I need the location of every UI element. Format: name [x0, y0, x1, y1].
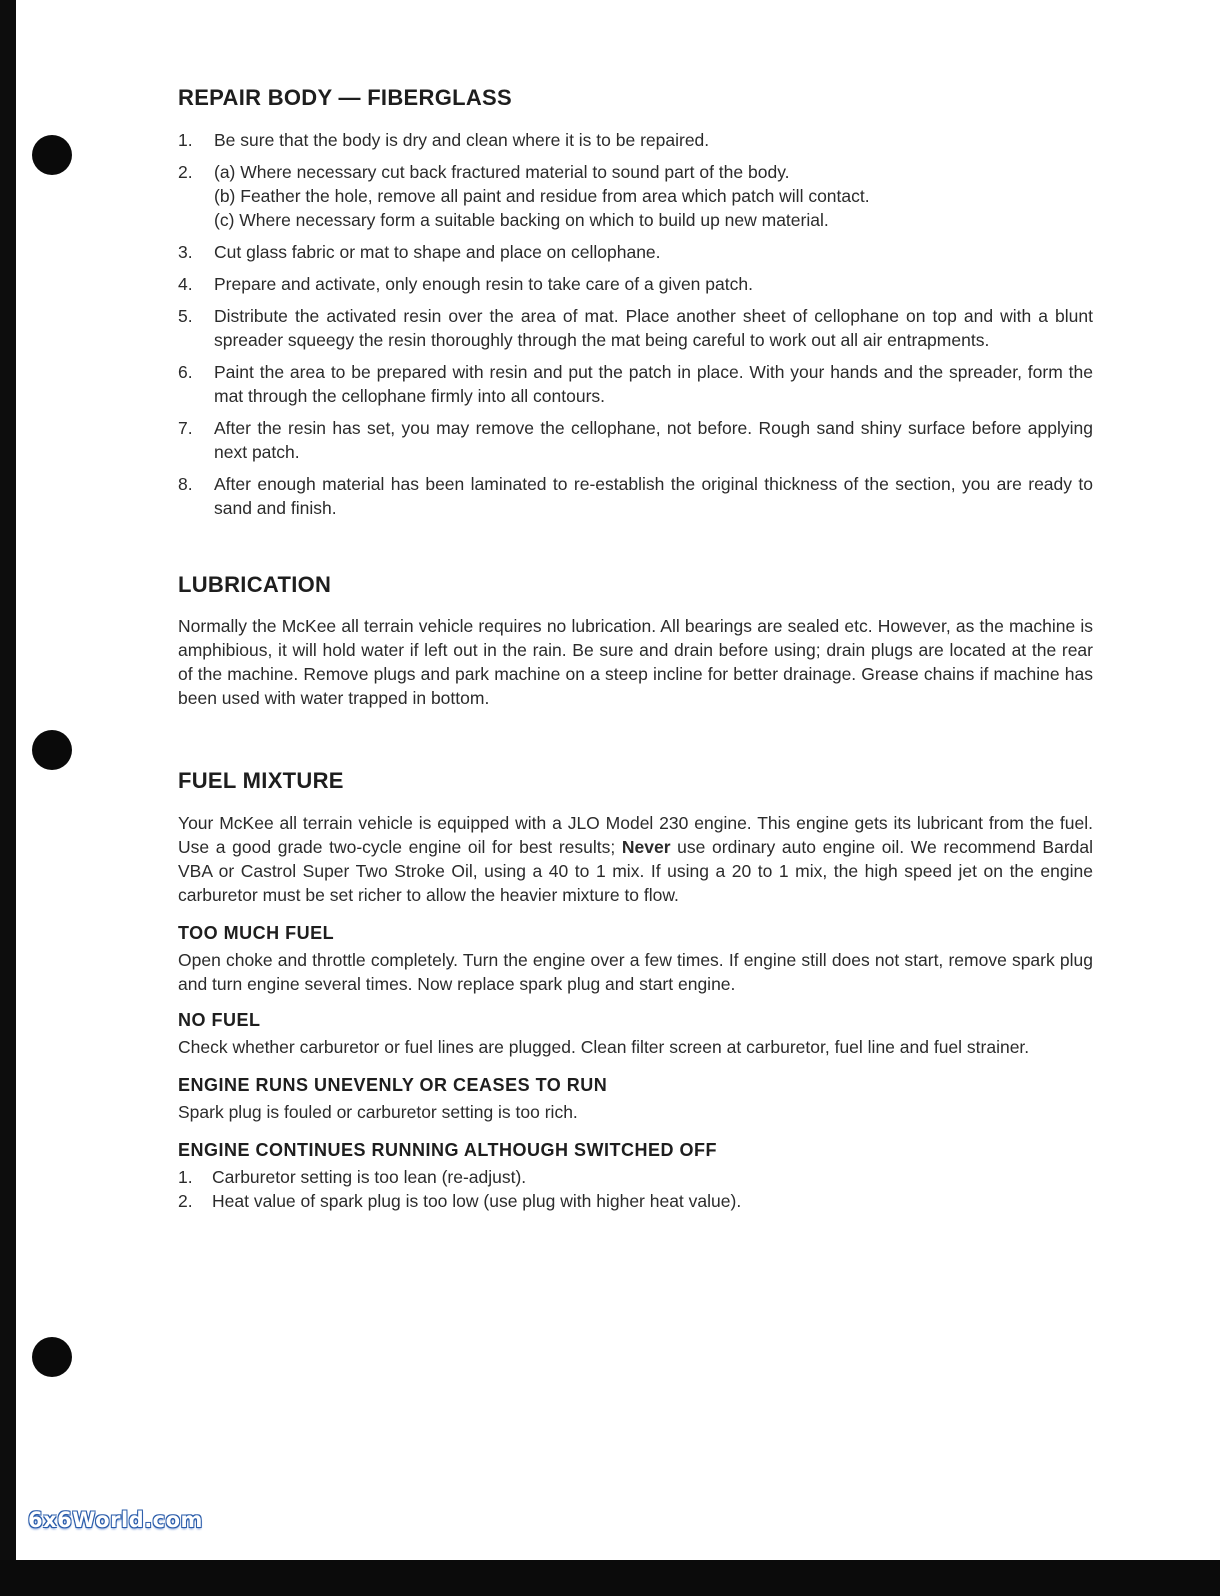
- page-content: [178, 85, 1093, 1213]
- repair-step: [178, 272, 1093, 296]
- no-fuel-text: Check whether carburetor or fuel lines are plugged. Clean filter screen at carburetor, fuel line and fuel strainer.: [178, 1037, 1030, 1057]
- engine-uneven-text: Spark plug is fouled or carburetor setting is too rich.: [178, 1102, 578, 1122]
- fuel-mixture-title: FUEL MIXTURE: [178, 768, 344, 793]
- repair-step: [178, 240, 1093, 264]
- step-number: 6.: [178, 362, 193, 382]
- fuel-mixture-text: [178, 811, 1093, 907]
- punch-hole: [32, 1337, 72, 1377]
- engine-uneven-title: ENGINE RUNS UNEVENLY OR CEASES TO RUN: [178, 1075, 608, 1095]
- lubrication-text: Normally the McKee all terrain vehicle requires no lubrication. All bearings are sealed etc. However, as the machine is amphibious, it will hold water if left out in the rain. Be sure and drain before using; drain plugs are located at the rear of the machine. Remove plugs and park machine on a steep incline for better drainage. Grease chains if machine has been used with water trapped in bottom.: [178, 616, 1093, 708]
- step-subtext: (c) Where necessary form a suitable backing on which to build up new material.: [214, 210, 829, 230]
- repair-step: [178, 160, 1093, 232]
- engine-continues-list: [178, 1165, 1093, 1213]
- repair-steps: [178, 128, 1093, 520]
- scan-bottom-edge: [0, 1560, 1220, 1596]
- step-subtext: (a) Where necessary cut back fractured material to sound part of the body.: [214, 162, 790, 182]
- no-fuel-title: NO FUEL: [178, 1010, 261, 1030]
- list-item: [178, 1165, 1093, 1189]
- site-watermark: 6x6World.com: [28, 1508, 203, 1532]
- scan-left-edge: [0, 0, 16, 1560]
- step-number: 7.: [178, 418, 193, 438]
- step-text: After enough material has been laminated to re-establish the original thickness of the section, you are ready to sand and finish.: [214, 474, 1093, 518]
- step-number: 5.: [178, 306, 193, 326]
- item-number: 2.: [178, 1191, 193, 1211]
- repair-step: [178, 128, 1093, 152]
- fuel-text-emphasis: Never: [621, 837, 671, 857]
- step-number: 2.: [178, 162, 193, 182]
- list-item: [178, 1189, 1093, 1213]
- fuel-text-part: use ordinary auto engine oil. We recommend Bardal VBA or Castrol Super Two Stroke Oil, using a 40 to 1 mix. If using a 20 to 1 mix, the high speed jet on the engine carburetor must be set richer to allow the heavier mixture to flow.: [178, 837, 1094, 905]
- repair-title: REPAIR BODY — FIBERGLASS: [178, 85, 512, 110]
- item-text: Carburetor setting is too lean (re-adjust).: [212, 1167, 527, 1187]
- step-number: 1.: [178, 130, 193, 150]
- punch-hole: [32, 135, 72, 175]
- repair-step: [178, 472, 1093, 520]
- step-text: Prepare and activate, only enough resin to take care of a given patch.: [214, 274, 753, 294]
- item-number: 1.: [178, 1167, 193, 1187]
- step-subtext: (b) Feather the hole, remove all paint and residue from area which patch will contact.: [214, 186, 870, 206]
- step-number: 3.: [178, 242, 193, 262]
- engine-continues-title: ENGINE CONTINUES RUNNING ALTHOUGH SWITCHED OFF: [178, 1140, 717, 1160]
- item-text: Heat value of spark plug is too low (use plug with higher heat value).: [212, 1191, 742, 1211]
- lubrication-title: LUBRICATION: [178, 572, 332, 597]
- step-text: After the resin has set, you may remove the cellophane, not before. Rough sand shiny surface before applying next patch.: [214, 418, 1093, 462]
- step-text: Be sure that the body is dry and clean where it is to be repaired.: [214, 130, 710, 150]
- step-text: Cut glass fabric or mat to shape and place on cellophane.: [214, 242, 661, 262]
- repair-step: [178, 360, 1093, 408]
- step-text: Distribute the activated resin over the area of mat. Place another sheet of cellophane on top and with a blunt spreader squeegy the resin thoroughly through the mat being careful to work out all air entrapments.: [214, 306, 1093, 350]
- repair-step: [178, 304, 1093, 352]
- punch-hole: [32, 730, 72, 770]
- too-much-fuel-text: Open choke and throttle completely. Turn the engine over a few times. If engine still does not start, remove spark plug and turn engine several times. Now replace spark plug and start engine.: [178, 950, 1093, 994]
- step-text: Paint the area to be prepared with resin and put the patch in place. With your hands and the spreader, form the mat through the cellophane firmly into all contours.: [214, 362, 1093, 406]
- too-much-fuel-title: TOO MUCH FUEL: [178, 923, 335, 943]
- step-number: 4.: [178, 274, 193, 294]
- step-number: 8.: [178, 474, 193, 494]
- repair-step: [178, 416, 1093, 464]
- fuel-text-part: Your McKee all terrain vehicle is equipped with a JLO Model 230 engine. This engine gets its lubricant from the fuel. Use a good grade two-cycle engine oil for best results;: [178, 813, 1093, 857]
